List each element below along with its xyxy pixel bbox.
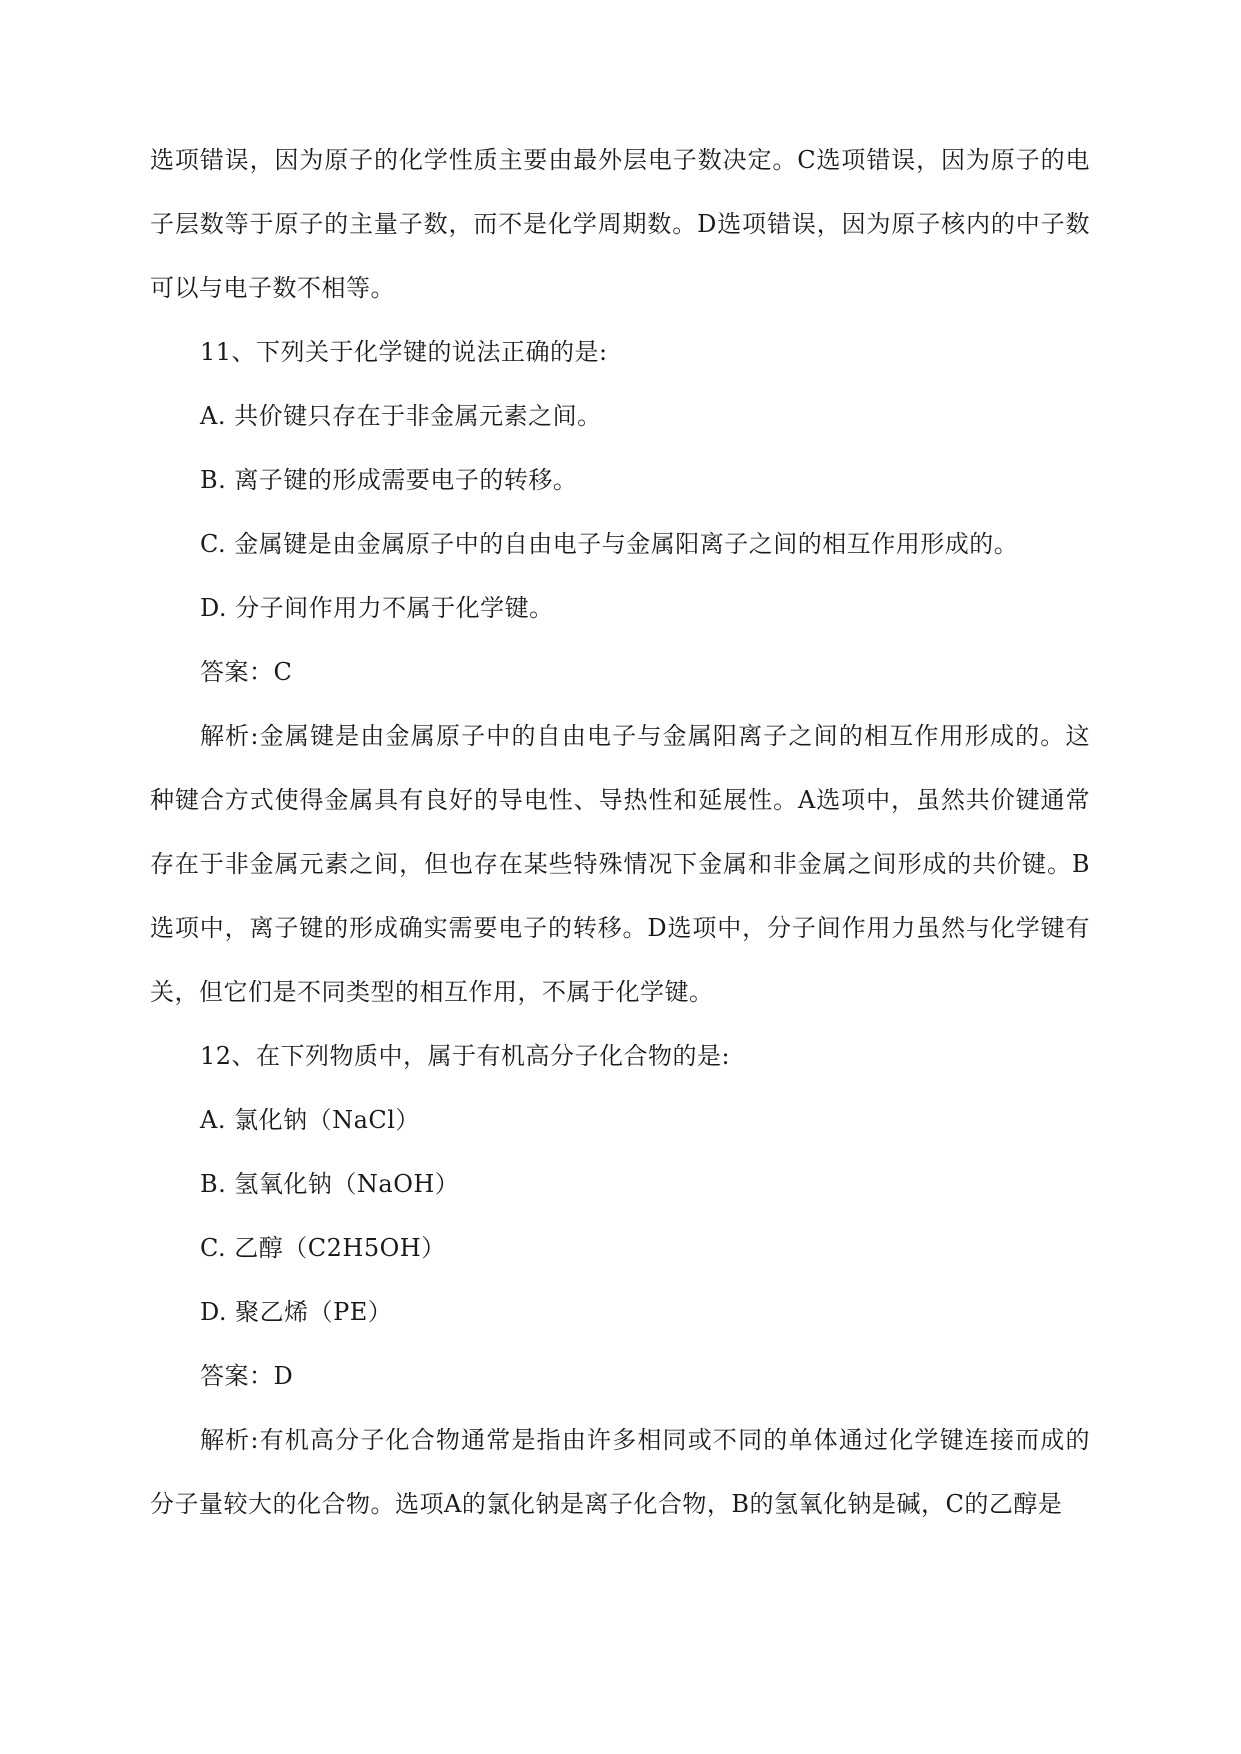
previous-explanation-tail: 选项错误，因为原子的化学性质主要由最外层电子数决定。C选项错误，因为原子的电子层数等于原子的主量子数，而不是化学周期数。D选项错误，因为原子核内的中子数可以与电子数不相等。	[150, 146, 1090, 302]
q11-answer: 答案：C	[200, 658, 293, 686]
q11-option-d: D. 分子间作用力不属于化学键。	[200, 594, 554, 622]
q12-option-c: C. 乙醇（C2H5OH）	[200, 1234, 446, 1262]
q11-option-b: B. 离子键的形成需要电子的转移。	[200, 466, 578, 494]
q12-option-d: D. 聚乙烯（PE）	[200, 1298, 393, 1326]
q12-answer: 答案：D	[200, 1362, 294, 1390]
question-12: 12、在下列物质中，属于有机高分子化合物的是:	[200, 1042, 731, 1070]
q12-option-a: A. 氯化钠（NaCl）	[200, 1106, 420, 1134]
q11-explanation: 解析:金属键是由金属原子中的自由电子与金属阳离子之间的相互作用形成的。这种键合方式使得金属具有良好的导电性、导热性和延展性。A选项中，虽然共价键通常存在于非金属元素之间，但也存在某些特殊情况下金属和非金属之间形成的共价键。B选项中，离子键的形成确实需要电子的转移。D选项中，分子间作用力虽然与化学键有关，但它们是不同类型的相互作用，不属于化学键。	[150, 722, 1090, 1006]
q11-option-c: C. 金属键是由金属原子中的自由电子与金属阳离子之间的相互作用形成的。	[200, 530, 1019, 558]
question-11: 11、下列关于化学键的说法正确的是:	[200, 338, 608, 366]
q11-option-a: A. 共价键只存在于非金属元素之间。	[200, 402, 602, 430]
q12-explanation: 解析:有机高分子化合物通常是指由许多相同或不同的单体通过化学键连接而成的分子量较大的化合物。选项A的氯化钠是离子化合物，B的氢氧化钠是碱，C的乙醇是	[150, 1426, 1090, 1518]
q12-option-b: B. 氢氧化钠（NaOH）	[200, 1170, 460, 1198]
